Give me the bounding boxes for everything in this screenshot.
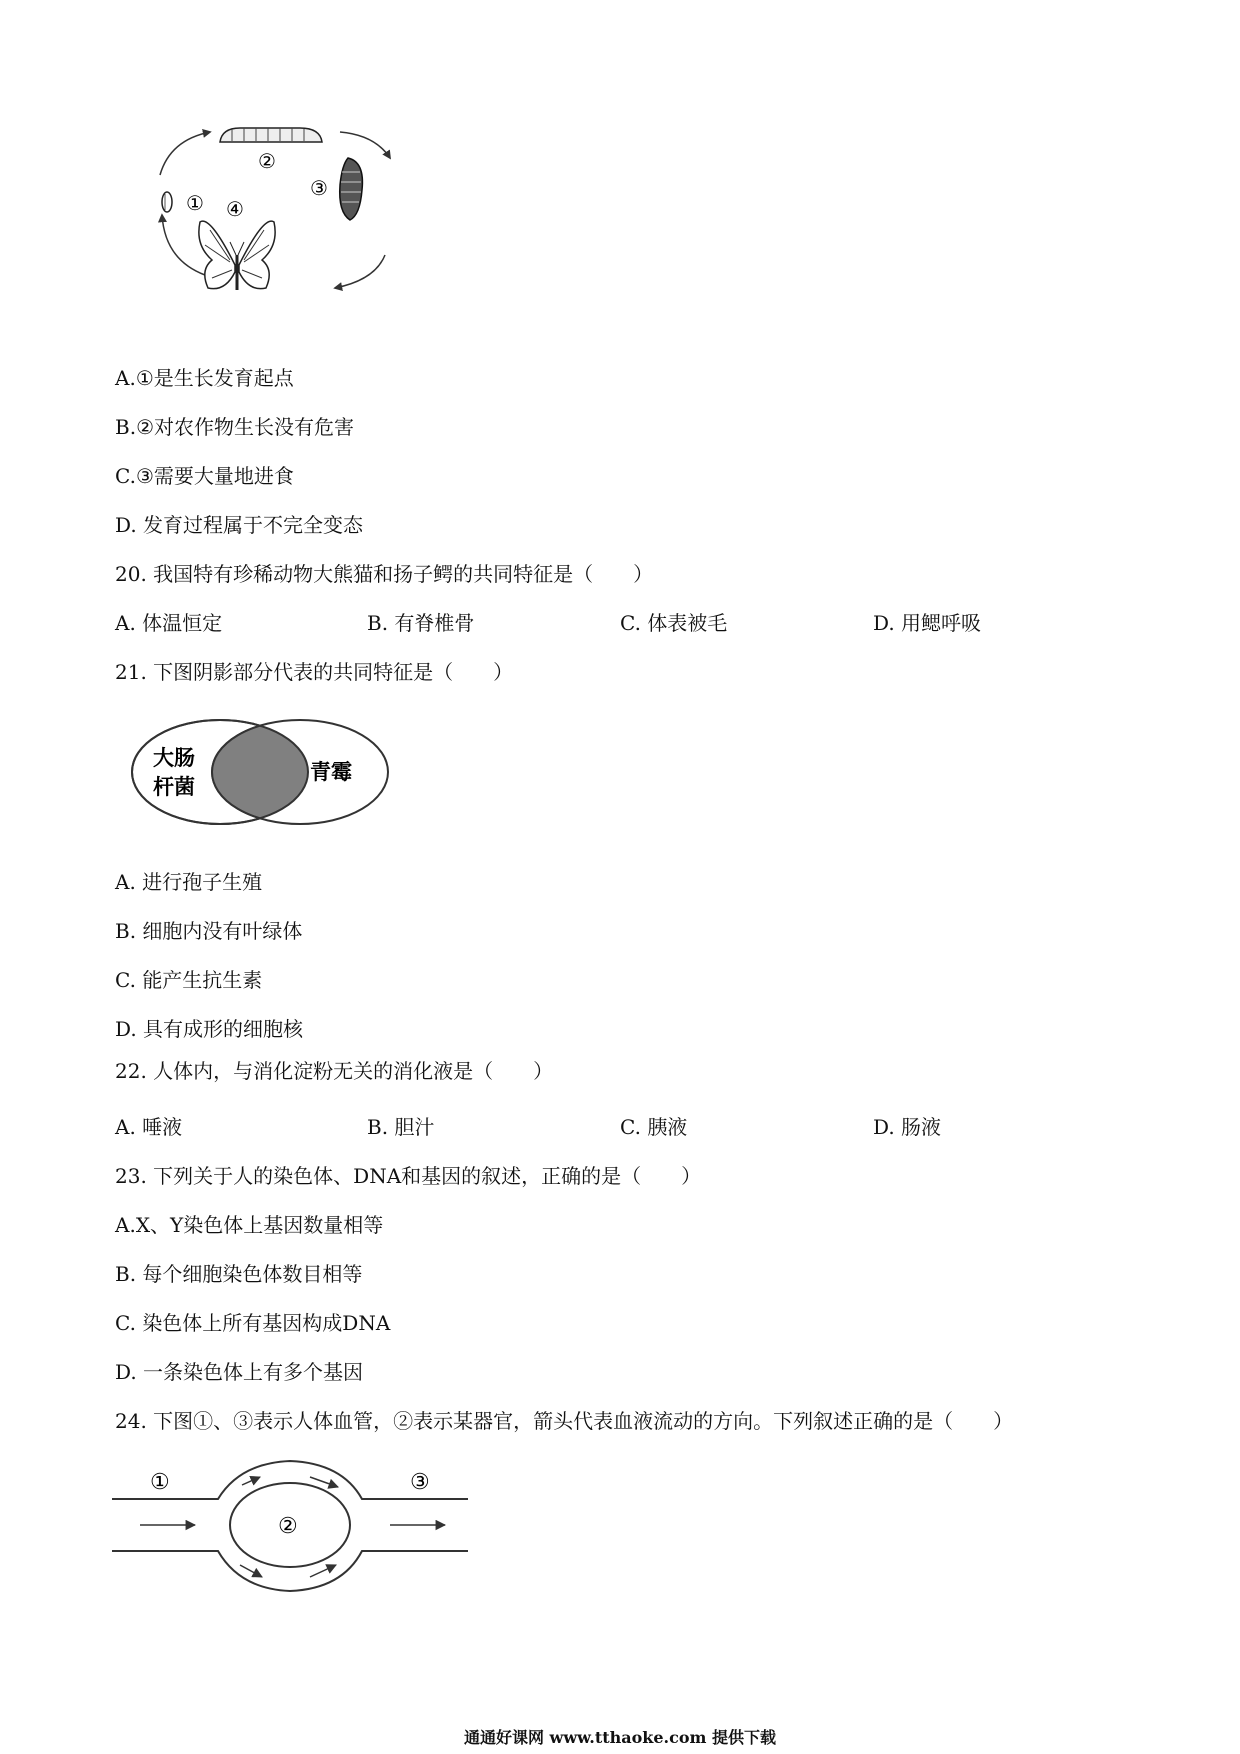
q19-option-a: A.①是生长发育起点 (115, 366, 294, 390)
q23-option-c: C. 染色体上所有基因构成DNA (115, 1311, 391, 1335)
q23-option-b: B. 每个细胞染色体数目相等 (115, 1262, 363, 1286)
venn-left-label-1: 大肠 (153, 745, 195, 770)
venn-diagram (125, 715, 395, 830)
stage-label-2: ② (258, 149, 276, 173)
q20-stem: 20. 我国特有珍稀动物大熊猫和扬子鳄的共同特征是（ ） (115, 562, 654, 586)
q20-option-d: D. 用鳃呼吸 (873, 611, 982, 635)
q21-option-c: C. 能产生抗生素 (115, 968, 263, 992)
organ-label-2: ② (278, 1514, 298, 1539)
vessel-label-3: ③ (410, 1470, 430, 1495)
q23-option-a: A.X、Y染色体上基因数量相等 (115, 1213, 384, 1237)
pupa-icon (340, 158, 363, 220)
vessel-label-1: ① (150, 1470, 170, 1495)
q21-option-d: D. 具有成形的细胞核 (115, 1017, 304, 1041)
venn-left-label-2: 杆菌 (153, 774, 195, 799)
butterfly-icon (199, 221, 275, 290)
q19-option-d: D. 发育过程属于不完全变态 (115, 513, 364, 537)
q19-option-c: C.③需要大量地进食 (115, 464, 294, 488)
q24-stem: 24. 下图①、③表示人体血管，②表示某器官，箭头代表血液流动的方向。下列叙述正确的是（ ） (115, 1409, 1014, 1433)
q22-stem: 22. 人体内，与消化淀粉无关的消化液是（ ） (115, 1059, 554, 1083)
page-footer: 通通好课网 www.tthaoke.com 提供下载 (463, 1728, 777, 1747)
egg-icon (162, 192, 172, 212)
q21-option-b: B. 细胞内没有叶绿体 (115, 919, 303, 943)
q22-option-a: A. 唾液 (115, 1115, 183, 1139)
q20-option-b: B. 有脊椎骨 (367, 611, 475, 635)
larva-icon (220, 128, 322, 142)
q20-option-c: C. 体表被毛 (620, 611, 728, 635)
q21-option-a: A. 进行孢子生殖 (115, 870, 263, 894)
q20-option-a: A. 体温恒定 (115, 611, 223, 635)
stage-label-4: ④ (226, 197, 244, 221)
q21-stem: 21. 下图阴影部分代表的共同特征是（ ） (115, 660, 514, 684)
q22-option-d: D. 肠液 (873, 1115, 942, 1139)
q23-option-d: D. 一条染色体上有多个基因 (115, 1360, 364, 1384)
q19-option-b: B.②对农作物生长没有危害 (115, 415, 354, 439)
stage-label-1: ① (186, 191, 204, 215)
q22-option-b: B. 胆汁 (367, 1115, 435, 1139)
life-cycle-figure (150, 120, 440, 310)
q23-stem: 23. 下列关于人的染色体、DNA和基因的叙述，正确的是（ ） (115, 1164, 702, 1188)
stage-label-3: ③ (310, 176, 328, 200)
venn-right-label: 青霉 (310, 759, 352, 784)
blood-vessel-figure (110, 1455, 480, 1600)
q22-option-c: C. 胰液 (620, 1115, 688, 1139)
